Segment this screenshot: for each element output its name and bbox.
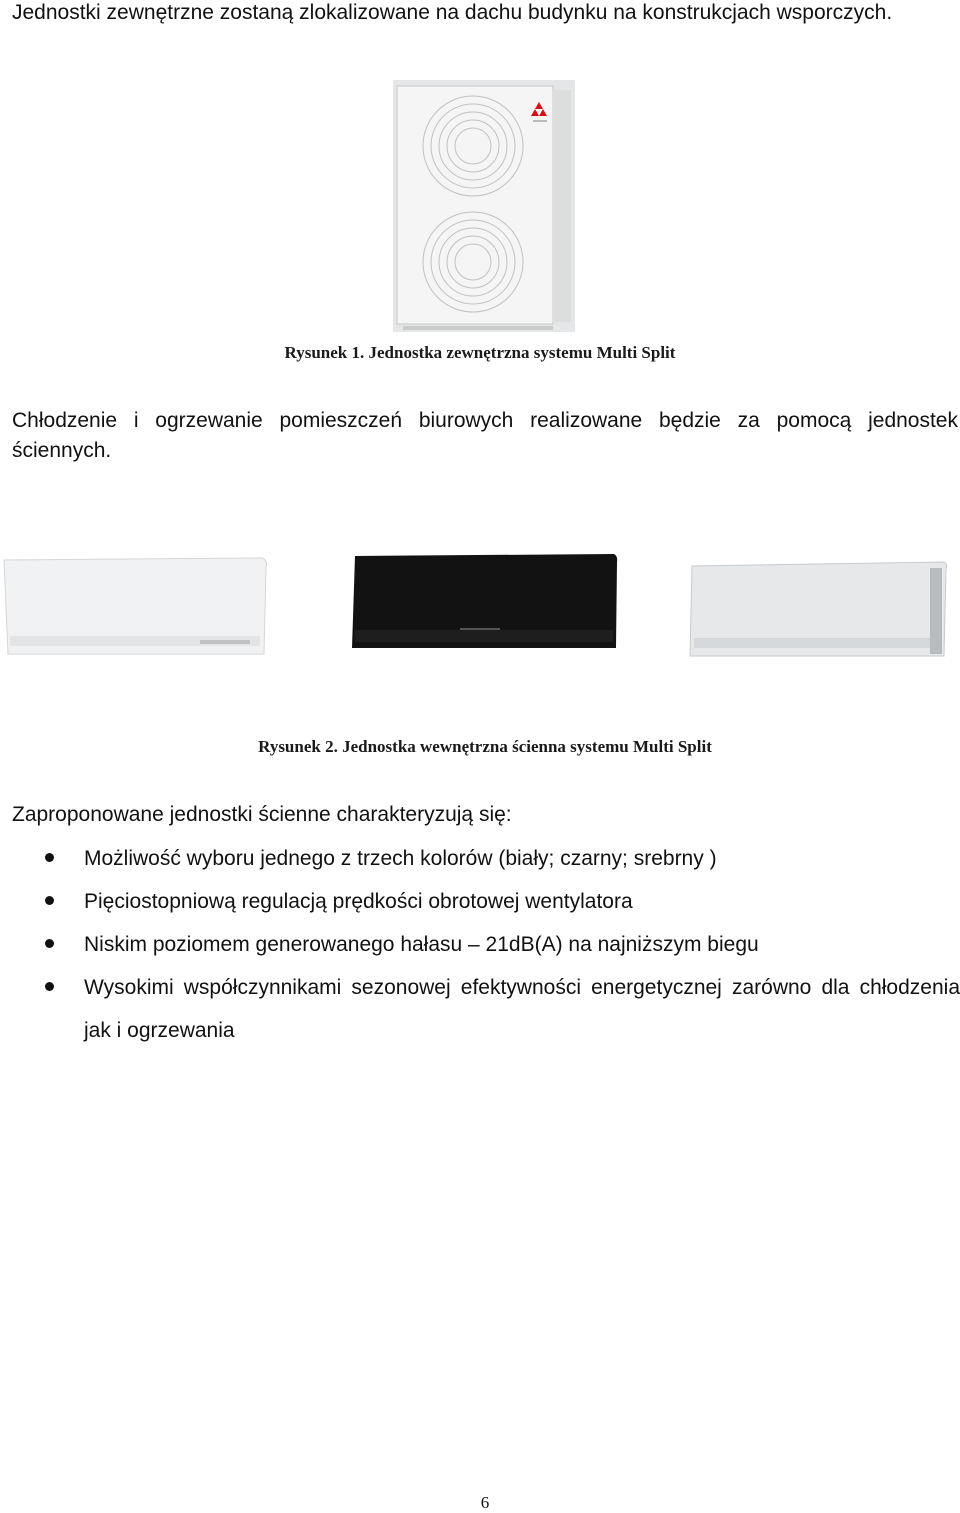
bullet-icon [45, 939, 54, 948]
features-list [84, 837, 960, 1052]
bullet-icon [45, 982, 54, 991]
bullet-icon [45, 853, 54, 862]
bullet-icon [45, 896, 54, 905]
list-item: Wysokimi współczynnikami sezonowej efektywności energetycznej zarówno dla chłodzenia jak i ogrzewania [84, 966, 960, 1052]
list-item: Pięciostopniową regulacją prędkości obrotowej wentylatora [84, 880, 960, 923]
page-number: 6 [480, 1493, 490, 1512]
paragraph-indoor-units: Chłodzenie i ogrzewanie pomieszczeń biurowych realizowane będzie za pomocą jednostek ściennych. [12, 409, 958, 462]
outdoor-unit-image [393, 80, 575, 332]
figure-1-caption: Rysunek 1. Jednostka zewnętrzna systemu Multi Split [284, 343, 676, 362]
figure-2-caption: Rysunek 2. Jednostka wewnętrzna ścienna systemu Multi Split [258, 737, 712, 756]
list-item: Niskim poziomem generowanego hałasu – 21dB(A) na najniższym biegu [84, 923, 960, 966]
wall-units-image [0, 548, 960, 668]
features-intro: Zaproponowane jednostki ścienne charakteryzują się: [12, 803, 512, 826]
list-item: Możliwość wyboru jednego z trzech kolorów (biały; czarny; srebrny ) [84, 837, 960, 880]
paragraph-outdoor-location: Jednostki zewnętrzne zostaną zlokalizowane na dachu budynku na konstrukcjach wsporczych. [12, 1, 893, 24]
